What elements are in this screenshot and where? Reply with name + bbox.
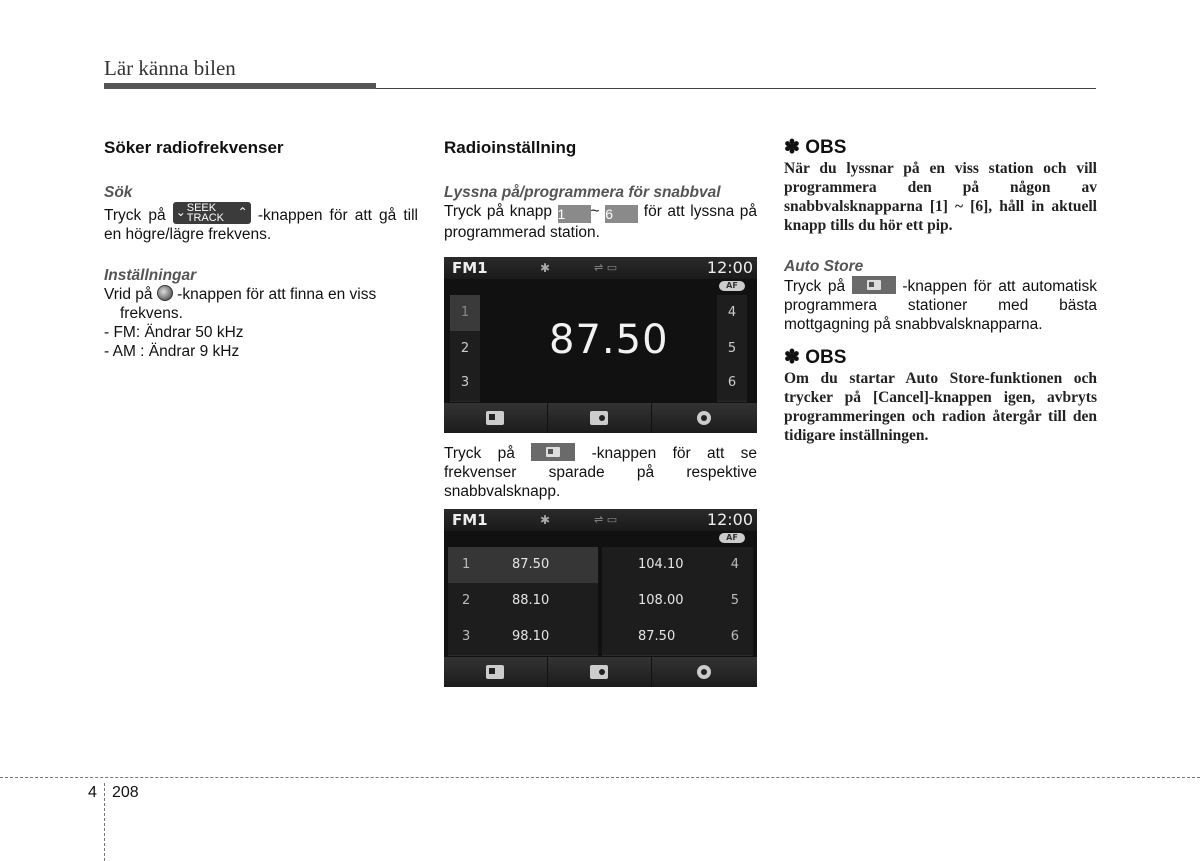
paragraph-sok: Tryck på ⌄ SEEK TRACK ⌃ -knappen för att gå till en högre/lägre frekvens. bbox=[104, 202, 418, 243]
section-heading-radio: Radioinställning bbox=[444, 138, 577, 157]
preset-row-3[interactable]: 3 98.10 bbox=[448, 619, 598, 656]
auto-store-button-icon bbox=[852, 276, 896, 294]
af-badge: AF bbox=[719, 533, 745, 543]
bluetooth-icon: ✱ bbox=[540, 513, 551, 527]
auto-store-button[interactable] bbox=[548, 657, 652, 687]
af-badge: AF bbox=[719, 281, 745, 291]
preset-list-button[interactable] bbox=[444, 403, 548, 433]
preset-6-button-icon: 6 bbox=[605, 205, 638, 223]
page-number: 208 bbox=[112, 784, 139, 801]
radio-icon bbox=[590, 411, 608, 425]
chevron-down-icon: ⌄ bbox=[175, 205, 186, 219]
subheading-auto-store: Auto Store bbox=[784, 258, 864, 275]
status-bar bbox=[444, 509, 757, 531]
bluetooth-icon: ✱ bbox=[540, 261, 551, 275]
preset-row-2[interactable]: 2 88.10 bbox=[448, 583, 598, 620]
paragraph-auto-store: Tryck på -knappen för att automatisk programmera stationer med bästa mottgagning på snabbvalsknapparna. bbox=[784, 278, 1097, 333]
usb-icon: ⇌ ▭ bbox=[594, 513, 618, 526]
settings-button[interactable] bbox=[652, 657, 757, 687]
status-bar bbox=[444, 257, 757, 279]
bottom-bar bbox=[444, 403, 757, 433]
preset-button-3[interactable]: 3 bbox=[450, 365, 480, 402]
column-radio-settings bbox=[444, 138, 757, 242]
preset-button-1[interactable]: 1 bbox=[450, 295, 480, 332]
column-search bbox=[104, 138, 418, 361]
preset-row-1[interactable]: 1 87.50 bbox=[448, 547, 598, 584]
preset-list-icon bbox=[486, 411, 504, 425]
radio-screen-single bbox=[444, 257, 757, 433]
column-notes bbox=[784, 138, 1097, 445]
gear-icon bbox=[697, 411, 711, 425]
header-rule-thick bbox=[104, 83, 376, 89]
settings-button[interactable] bbox=[652, 403, 757, 433]
seek-track-button-icon: ⌄ SEEK TRACK ⌃ bbox=[173, 202, 251, 224]
preset-row-6[interactable]: 87.50 6 bbox=[602, 619, 753, 656]
bottom-bar bbox=[444, 657, 757, 687]
clock: 12:00 bbox=[706, 510, 753, 529]
obs-body-1: När du lyssnar på en viss station och vill programmera den på någon av snabbvalsknapparna [1] ~ [6], håll in aktuell knapp tills du hör ett pip. bbox=[784, 160, 1097, 234]
radio-icon bbox=[590, 665, 608, 679]
paragraph-installningar-cont: frekvens. bbox=[120, 305, 183, 322]
band-label: FM1 bbox=[452, 511, 488, 529]
preset-row-5[interactable]: 108.00 5 bbox=[602, 583, 753, 620]
usb-icon: ⇌ ▭ bbox=[594, 261, 618, 274]
preset-list-button[interactable] bbox=[444, 657, 548, 687]
subheading-presets: Lyssna på/programmera för snabbval bbox=[444, 184, 721, 201]
chevron-up-icon: ⌃ bbox=[237, 205, 248, 219]
gear-icon bbox=[697, 665, 711, 679]
header-rule-thin bbox=[376, 88, 1096, 89]
obs-body-2: Om du startar Auto Store-funktionen och trycker på [Cancel]-knappen igen, avbryts programmeringen och radion återgår till den tidigare inställningen. bbox=[784, 370, 1097, 444]
band-label: FM1 bbox=[452, 259, 488, 277]
preset-1-button-icon: 1 bbox=[558, 205, 591, 223]
preset-button-4[interactable]: 4 bbox=[717, 295, 747, 332]
preset-button-2[interactable]: 2 bbox=[450, 331, 480, 368]
auto-store-button[interactable] bbox=[548, 403, 652, 433]
preset-list-button-icon bbox=[531, 443, 575, 461]
footer-vertical-rule bbox=[104, 783, 105, 861]
radio-screen-list bbox=[444, 509, 757, 687]
tune-knob-icon bbox=[157, 285, 173, 301]
fm-step: - FM: Ändrar 50 kHz bbox=[104, 324, 244, 341]
subheading-installningar: Inställningar bbox=[104, 267, 197, 284]
footer-rule bbox=[0, 777, 1200, 778]
page-header-title: Lär känna bilen bbox=[104, 56, 236, 80]
frequency-display: 87.50 bbox=[549, 317, 669, 363]
obs-title-2: ✽ OBS bbox=[784, 347, 847, 368]
preset-row-4[interactable]: 104.10 4 bbox=[602, 547, 753, 584]
paragraph-presets: Tryck på knapp 1 ~ 6 för att lyssna på programmerad station. bbox=[444, 203, 758, 241]
preset-button-5[interactable]: 5 bbox=[717, 331, 747, 368]
subheading-sok: Sök bbox=[104, 184, 133, 201]
paragraph-installningar: Vrid på -knappen för att finna en viss bbox=[104, 286, 377, 303]
preset-list-icon bbox=[486, 665, 504, 679]
paragraph-list-view: Tryck på -knappen för att se frekvenser sparade på respektive snabbvalsknapp. bbox=[444, 445, 757, 500]
clock: 12:00 bbox=[706, 258, 753, 277]
preset-button-6[interactable]: 6 bbox=[717, 365, 747, 402]
obs-title-1: ✽ OBS bbox=[784, 137, 847, 158]
chapter-number: 4 bbox=[88, 784, 97, 801]
section-heading-search: Söker radiofrekvenser bbox=[104, 138, 284, 157]
am-step: - AM : Ändrar 9 kHz bbox=[104, 343, 240, 360]
